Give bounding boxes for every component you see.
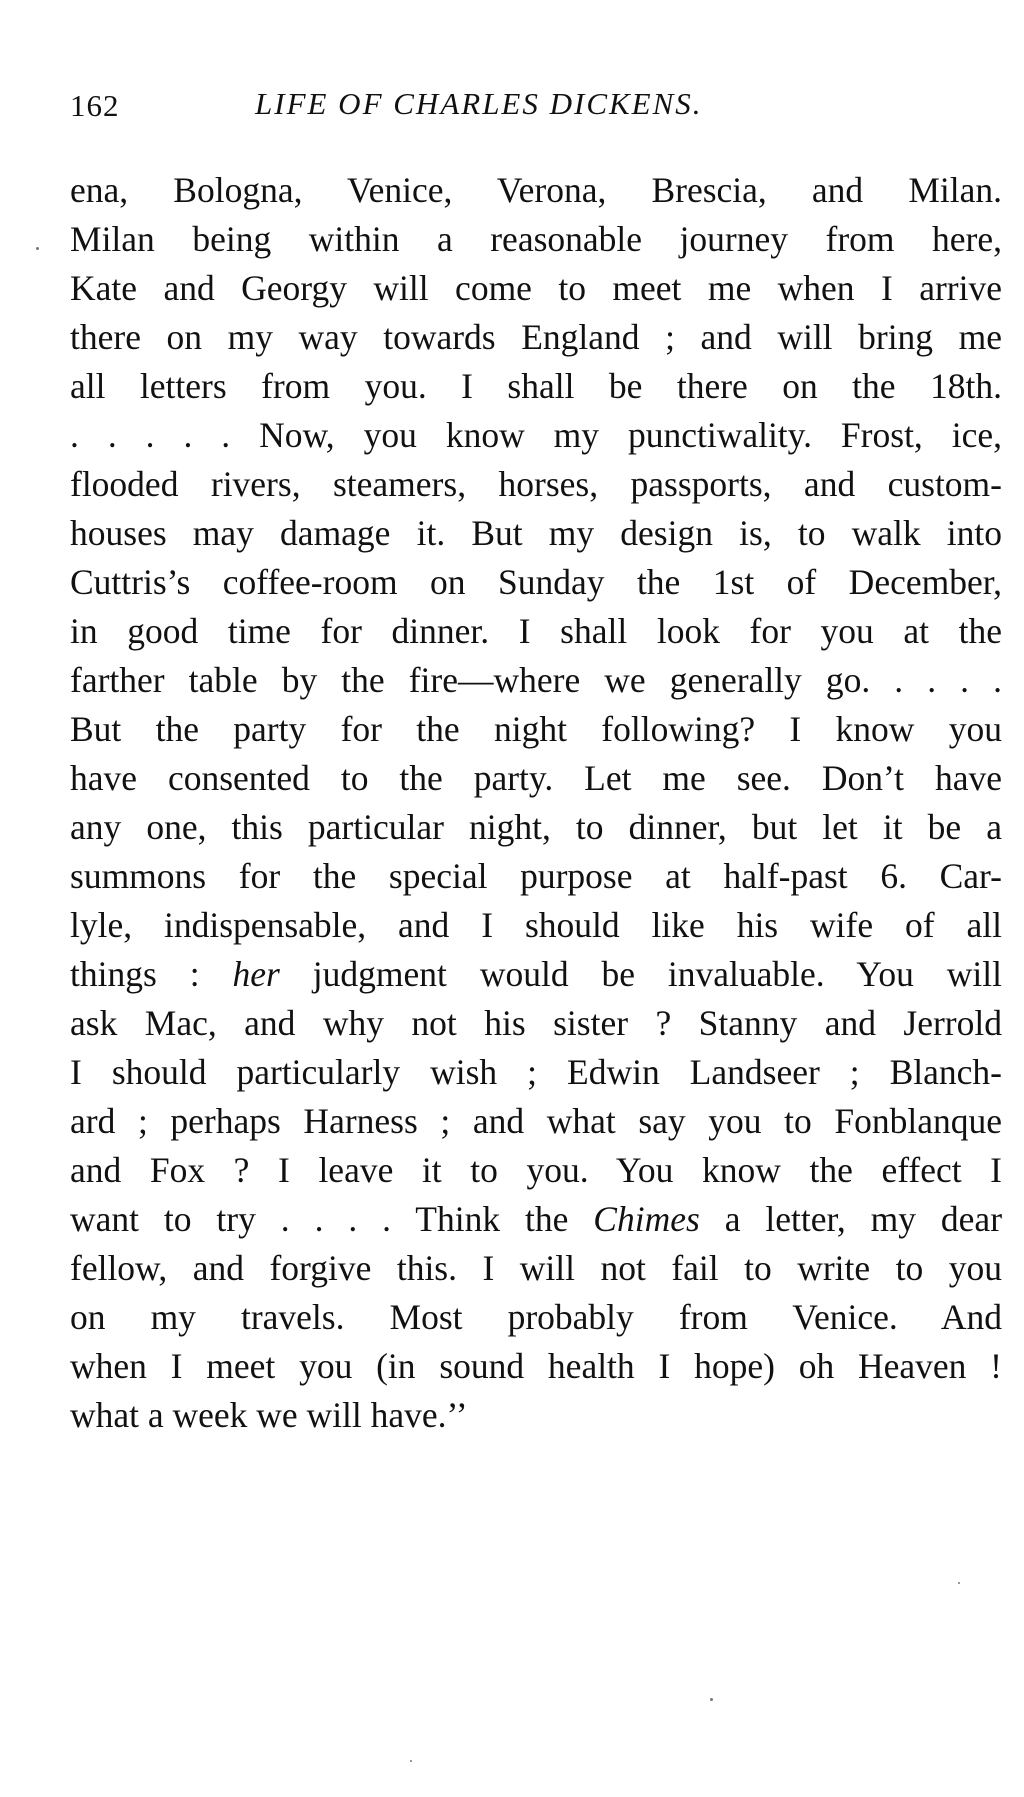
text-line: . . . . . Now, you know my punctiwality. Frost, ice,	[70, 415, 1002, 455]
text-segment: things :	[70, 954, 200, 994]
paper-speck	[36, 247, 39, 250]
body-text	[70, 166, 1002, 1440]
text-line: I should particularly wish ; Edwin Landseer ; Blanch-	[70, 1052, 1002, 1092]
italic-word: her	[232, 954, 280, 994]
paper-speck	[410, 1760, 412, 1762]
text-line: lyle, indispensable, and I should like his wife of all	[70, 905, 1002, 945]
text-line: ena, Bologna, Venice, Verona, Brescia, and Milan.	[70, 170, 1002, 210]
italic-title: Chimes	[593, 1199, 700, 1239]
paper-speck	[710, 1698, 713, 1701]
text-line: Milan being within a reasonable journey from here,	[70, 219, 1002, 259]
text-segment: judgment would be invaluable. You will	[312, 954, 1003, 994]
page-number: 162	[70, 88, 120, 123]
text-line: there on my way towards England ; and will bring me	[70, 317, 1002, 357]
text-line: flooded rivers, steamers, horses, passports, and custom-	[70, 464, 1002, 504]
text-line: fellow, and forgive this. I will not fail to write to you	[70, 1248, 1002, 1288]
text-line: Kate and Georgy will come to meet me when I arrive	[70, 268, 1002, 308]
text-line: all letters from you. I shall be there on the 18th.	[70, 366, 1002, 406]
text-line: any one, this particular night, to dinner, but let it be a	[70, 807, 1002, 847]
text-segment: want to try . . . . Think the	[70, 1199, 569, 1239]
text-line: summons for the special purpose at half-past 6. Car-	[70, 856, 1002, 896]
text-line: houses may damage it. But my design is, to walk into	[70, 513, 1002, 553]
text-segment: a letter, my dear	[724, 1199, 1003, 1239]
text-line-with-italic	[70, 1195, 1002, 1244]
text-line: in good time for dinner. I shall look for you at the	[70, 611, 1002, 651]
paper-speck	[958, 1582, 960, 1584]
text-line-last: what a week we will have.’’	[70, 1395, 468, 1435]
text-line: on my travels. Most probably from Venice. And	[70, 1297, 1002, 1337]
running-head	[70, 82, 1012, 138]
text-line: ard ; perhaps Harness ; and what say you to Fonblanque	[70, 1101, 1002, 1141]
text-line: farther table by the fire—where we generally go. . . . .	[70, 660, 1002, 700]
running-head-title: LIFE OF CHARLES DICKENS.	[255, 86, 703, 121]
text-line: have consented to the party. Let me see. Don’t have	[70, 758, 1002, 798]
text-line-with-italic	[70, 950, 1002, 999]
text-line: when I meet you (in sound health I hope) oh Heaven !	[70, 1346, 1002, 1386]
text-line: But the party for the night following? I know you	[70, 709, 1002, 749]
text-line: ask Mac, and why not his sister ? Stanny and Jerrold	[70, 1003, 1002, 1043]
text-line: and Fox ? I leave it to you. You know the effect I	[70, 1150, 1002, 1190]
text-line: Cuttris’s coffee-room on Sunday the 1st of December,	[70, 562, 1002, 602]
